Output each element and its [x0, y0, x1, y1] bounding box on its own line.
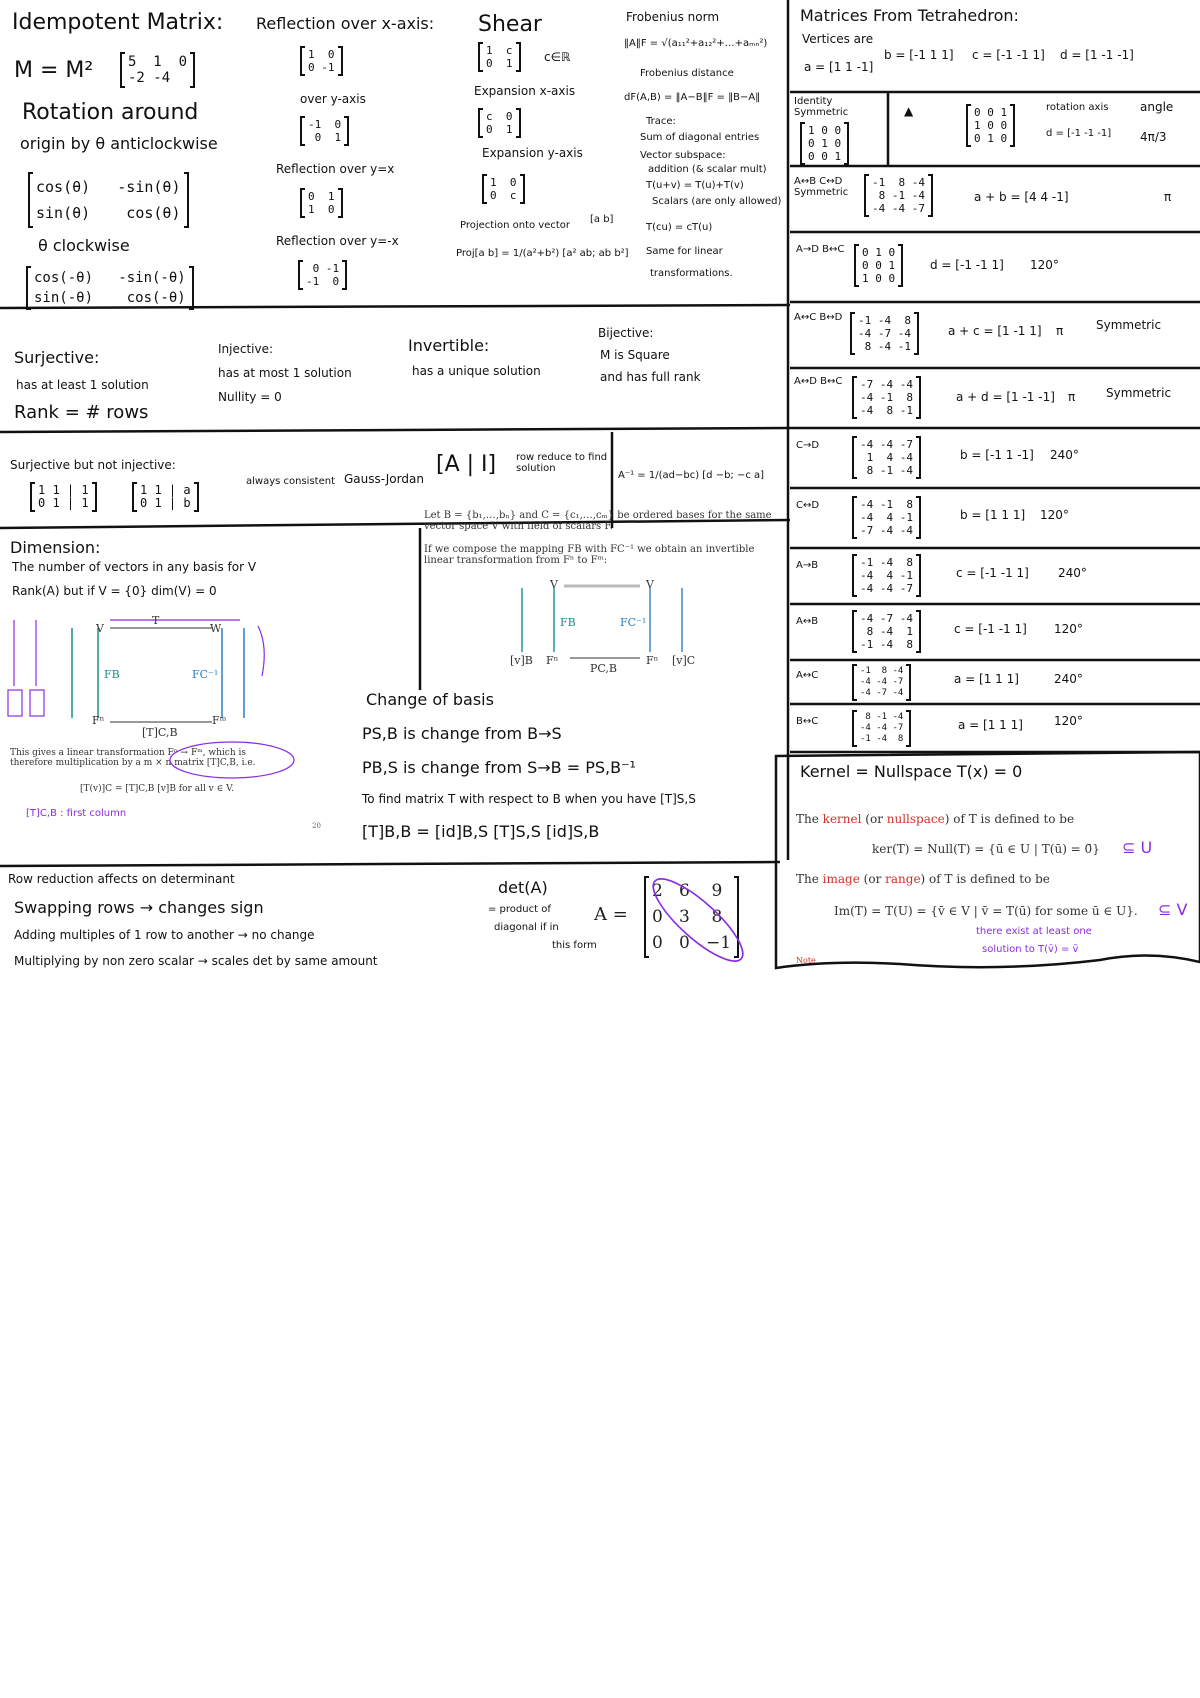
tetra-row-5-label: C→D: [796, 440, 820, 451]
tetra-row-10-matrix: 8 -1 -4 -4 -4 -7 -1 -4 8: [852, 710, 911, 747]
tetra-row-4-label: A↔D B↔C: [794, 376, 843, 387]
tetra-row-6-eq: b = [1 1 1]: [960, 508, 1026, 522]
rotation-axis-1: d = [-1 -1 -1]: [1046, 128, 1112, 139]
change-basis-line-2: PB,S is change from S→B = PS,B⁻¹: [362, 758, 636, 777]
frobenius-norm: ‖A‖F = √(a₁₁²+a₁₂²+…+aₘₙ²): [624, 38, 768, 49]
diagram-Fm: Fᵐ: [212, 714, 227, 727]
diagram-FC-inv: FC⁻¹: [192, 668, 219, 681]
image-note-1: there exist at least one: [976, 926, 1092, 937]
basis-vC: [v]C: [672, 654, 696, 667]
det-desc-3: this form: [552, 940, 597, 951]
gauss-jordan-label: Gauss-Jordan: [344, 472, 424, 486]
bijective-title: Bijective:: [598, 326, 654, 340]
tetra-row-2-label: A→D B↔C: [796, 244, 845, 255]
diagram-T: T: [152, 614, 160, 627]
shear-title: Shear: [478, 12, 542, 37]
range-word: range: [885, 872, 921, 886]
basis-Fn-left: Fⁿ: [546, 654, 559, 667]
tetra-row-4-matrix: -7 -4 -4 -4 -1 8 -4 8 -1: [852, 376, 921, 419]
caption-circle: [168, 738, 298, 782]
tetra-row-10-angle: 120°: [1054, 714, 1083, 728]
idempotent-matrix: 5 1 0 -2 -4: [120, 52, 195, 88]
identity-label: Identity Symmetric: [794, 96, 849, 118]
frobenius-distance-label: Frobenius distance: [640, 68, 734, 79]
tetra-row-7-angle: 240°: [1058, 566, 1087, 580]
projection-formula: Proj[a b] = 1/(a²+b²) [a² ab; ab b²]: [456, 248, 629, 259]
change-basis-line-1: PS,B is change from B→S: [362, 724, 562, 743]
x-expansion-matrix: c 0 0 1: [478, 108, 521, 138]
page-number: 20: [312, 822, 321, 830]
frobenius-title: Frobenius norm: [626, 10, 720, 24]
vertex-a: a = [1 1 -1]: [804, 60, 874, 74]
tetra-row-9-angle: 240°: [1054, 672, 1083, 686]
tetra-row-10-label: B↔C: [796, 716, 819, 727]
idempotent-title: Idempotent Matrix:: [12, 10, 224, 35]
y-expansion-matrix: 1 0 0 c: [482, 174, 525, 204]
det-label: det(A): [498, 878, 548, 897]
reflection-yx-matrix: 0 1 1 0: [300, 188, 343, 218]
tetra-row-3-eq: a + c = [1 -1 1]: [948, 324, 1042, 338]
image-def-pre: The: [796, 872, 819, 886]
y-expansion-label: Expansion y-axis: [482, 146, 583, 160]
linear-note-2: transformations.: [650, 268, 733, 279]
basis-FB: FB: [560, 616, 576, 629]
determinant-title: Row reduction affects on determinant: [8, 872, 235, 886]
tetra-row-6-matrix: -4 -1 8 -4 4 -1 -7 -4 -4: [852, 496, 921, 539]
idempotent-eq: M = M²: [14, 58, 94, 83]
image-or: (or: [863, 872, 882, 886]
tetra-row-4-note: Symmetric: [1106, 386, 1172, 400]
dimension-title: Dimension:: [10, 538, 101, 557]
tetra-title: Matrices From Tetrahedron:: [800, 6, 1019, 25]
homogeneity-eq: T(cu) = cT(u): [646, 222, 713, 233]
projection-label: Projection onto vector: [460, 220, 571, 231]
injective-desc: has at most 1 solution: [218, 366, 352, 380]
shear-c-label: c∈ℝ: [544, 50, 571, 64]
A-label: A =: [594, 904, 628, 925]
det-desc-2: diagonal if in: [494, 922, 559, 933]
kernel-word: kernel: [822, 812, 862, 826]
tetra-row-1-eq: a + b = [4 4 -1]: [974, 190, 1069, 204]
frobenius-distance: dF(A,B) = ‖A−B‖F = ‖B−A‖: [624, 92, 761, 103]
additivity-eq: T(u+v) = T(u)+T(v): [646, 180, 744, 191]
rotation-axis-label: rotation axis: [1046, 102, 1109, 113]
invertible-title: Invertible:: [408, 336, 490, 355]
kernel-footnote: Note: [796, 956, 816, 965]
diagram-V: V: [96, 622, 104, 635]
kernel-title: Kernel = Nullspace T(x) = 0: [800, 762, 1023, 781]
tetra-row-3-matrix: -1 -4 8 -4 -7 -4 8 -4 -1: [850, 312, 919, 355]
image-def-post: ) of T is defined to be: [920, 872, 1050, 886]
augmented-note: row reduce to find solution: [516, 452, 608, 474]
reflection-title: Reflection over x-axis:: [256, 14, 435, 33]
trace-label: Trace:: [646, 116, 676, 127]
kernel-eq: ker(T) = Null(T) = {ū ∈ U | T(ū) = 0̄}: [872, 842, 1100, 856]
tetra-row-1-label: A↔B C↔D Symmetric: [794, 176, 849, 198]
dimension-formula: [T(v)]C = [T]C,B [v]B for all v ∈ V.: [80, 784, 234, 794]
diagram-Fn: Fⁿ: [92, 714, 105, 727]
change-basis-line-3: To find matrix T with respect to B when you have [T]S,S: [362, 792, 696, 806]
tetra-row-10-eq: a = [1 1 1]: [958, 718, 1023, 732]
basis-vB: [v]B: [510, 654, 533, 667]
dimension-rank: Rank(A) but if V = {0} dim(V) = 0: [12, 584, 217, 598]
kernel-def-post: ) of T is defined to be: [944, 812, 1075, 826]
tetra-row-7-matrix: -1 -4 8 -4 4 -1 -4 -4 -7: [852, 554, 921, 597]
change-basis-title: Change of basis: [366, 690, 494, 709]
vertex-b: b = [-1 1 1]: [884, 48, 954, 62]
tetra-row-9-label: A↔C: [796, 670, 819, 681]
injective-title: Injective:: [218, 342, 274, 356]
scalars-note: Scalars (are only allowed): [652, 196, 782, 207]
rotation-sub: origin by θ anticlockwise: [20, 134, 218, 153]
x-expansion-label: Expansion x-axis: [474, 84, 576, 98]
bijective-line-1: M is Square: [600, 348, 670, 362]
change-basis-line-4: [T]B,B = [id]B,S [T]S,S [id]S,B: [362, 822, 600, 841]
clockwise-label: θ clockwise: [38, 236, 130, 255]
trace-desc: Sum of diagonal entries: [640, 132, 760, 143]
rotation-title: Rotation around: [22, 100, 199, 125]
vertex-d: d = [1 -1 -1]: [1060, 48, 1134, 62]
tetra-row-3-note: Symmetric: [1096, 318, 1162, 332]
reflection-y-matrix: -1 0 0 1: [300, 116, 349, 146]
basis-V-right: V: [646, 578, 654, 591]
subspace-label: Vector subspace:: [640, 150, 726, 161]
clockwise-matrix: cos(-θ) -sin(-θ) sin(-θ) cos(-θ): [26, 266, 194, 310]
kernel-or: (or: [865, 812, 883, 826]
kernel-def-pre: The: [796, 812, 819, 826]
rotation-angle-1: 4π/3: [1140, 130, 1167, 144]
bijective-line-2: and has full rank: [600, 370, 701, 384]
reflection-ynegx-label: Reflection over y=-x: [276, 234, 399, 248]
det-rule-scale: Multiplying by non zero scalar → scales det by same amount: [14, 954, 378, 968]
identity-matrix: 1 0 0 0 1 0 0 0 1: [800, 122, 849, 165]
surj-example-1: 1 1 | 1 0 1 | 1: [30, 482, 97, 512]
tetra-row-7-label: A→B: [796, 560, 819, 571]
reflection-yx-label: Reflection over y=x: [276, 162, 395, 176]
image-definition: [796, 872, 1050, 886]
tetra-glyph: ▲: [904, 104, 914, 118]
image-word: image: [822, 872, 860, 886]
tetra-row-8-angle: 120°: [1054, 622, 1083, 636]
basis-FC-inv: FC⁻¹: [620, 616, 647, 629]
tetra-row-9-matrix: -1 8 -4 -4 -4 -7 -4 -7 -4: [852, 664, 911, 701]
dimension-desc: The number of vectors in any basis for V: [12, 560, 257, 574]
tetra-row-4-angle: π: [1068, 390, 1076, 404]
reflection-x-matrix: 1 0 0 -1: [300, 46, 343, 76]
subspace-desc: addition (& scalar mult): [648, 164, 767, 175]
tetra-row-9-eq: a = [1 1 1]: [954, 672, 1019, 686]
augmented-matrix: [A | I]: [436, 452, 497, 477]
tetra-row-5-eq: b = [-1 1 -1]: [960, 448, 1034, 462]
surj-example-2: 1 1 | a 0 1 | b: [132, 482, 199, 512]
A-matrix: 2 6 9 0 3 8 0 0 −1: [644, 876, 739, 958]
det-desc-1: = product of: [488, 904, 551, 915]
dimension-caption: This gives a linear transformation Fⁿ → Fᵐ, which is therefore multiplication by a m × n matrix [T]C,B, i.e.: [10, 748, 256, 768]
tetra-row-3-angle: π: [1056, 324, 1064, 338]
diagram-TCB: [T]C,B: [142, 726, 178, 739]
linear-note-1: Same for linear: [646, 246, 723, 257]
always-consistent-note: always consistent: [246, 476, 336, 487]
vertex-c: c = [-1 -1 1]: [972, 48, 1045, 62]
tetra-row-5-angle: 240°: [1050, 448, 1079, 462]
tetra-row-4-eq: a + d = [1 -1 -1]: [956, 390, 1055, 404]
rank-rows: Rank = # rows: [14, 402, 149, 423]
diagram-W: W: [210, 622, 222, 635]
rotation-matrix-1: 0 0 1 1 0 0 0 1 0: [966, 104, 1015, 147]
angle-label: angle: [1140, 100, 1174, 114]
projection-vector: [a b]: [590, 214, 614, 225]
tetra-row-5-matrix: -4 -4 -7 1 4 -4 8 -1 -4: [852, 436, 921, 479]
tetra-row-1-angle: π: [1164, 190, 1172, 204]
tetra-row-2-matrix: 0 1 0 0 0 1 1 0 0: [854, 244, 903, 287]
diagram-FB: FB: [104, 668, 120, 681]
tetra-row-7-eq: c = [-1 -1 1]: [956, 566, 1029, 580]
basis-para-2: If we compose the mapping FB with FC⁻¹ we obtain an invertible linear transformation from Fⁿ to Fᵐ:: [424, 544, 755, 566]
tetra-row-8-label: A↔B: [796, 616, 819, 627]
first-column-note: [T]C,B : first column: [26, 808, 127, 819]
nullspace-word: nullspace: [886, 812, 945, 826]
image-note-2: solution to T(v̄) = v̄: [982, 944, 1079, 955]
tetra-row-8-matrix: -4 -7 -4 8 -4 1 -1 -4 8: [852, 610, 921, 653]
rotation-matrix: cos(θ) -sin(θ) sin(θ) cos(θ): [28, 172, 189, 228]
tetra-row-2-angle: 120°: [1030, 258, 1059, 272]
surj-not-inj-title: Surjective but not injective:: [10, 458, 176, 472]
det-rule-swap: Swapping rows → changes sign: [14, 898, 264, 917]
surjective-desc: has at least 1 solution: [16, 378, 149, 392]
vertices-label: Vertices are: [802, 32, 874, 46]
kernel-subset: ⊆ U: [1122, 838, 1153, 857]
reflection-y-label: over y-axis: [300, 92, 366, 106]
image-subset: ⊆ V: [1158, 900, 1188, 919]
shear-matrix: 1 c 0 1: [478, 42, 521, 72]
basis-Fn-right: Fⁿ: [646, 654, 659, 667]
basis-PCB: PC,B: [590, 662, 618, 675]
basis-para-1: Let B = {b₁,…,bₙ} and C = {c₁,…,cₘ} be ordered bases for the same vector space V with field of scalars F.: [424, 510, 772, 532]
tetra-row-2-eq: d = [-1 -1 1]: [930, 258, 1004, 272]
nullity-zero: Nullity = 0: [218, 390, 282, 404]
image-eq: Im(T) = T(U) = {v̄ ∈ V | v̄ = T(ū) for some ū ∈ U}.: [834, 904, 1138, 918]
tetra-row-3-label: A↔C B↔D: [794, 312, 843, 323]
invertible-desc: has a unique solution: [412, 364, 541, 378]
tetra-row-6-label: C↔D: [796, 500, 820, 511]
kernel-definition: [796, 812, 1074, 826]
inverse-2x2-formula: A⁻¹ = 1/(ad−bc) [d −b; −c a]: [618, 470, 765, 481]
tetra-row-8-eq: c = [-1 -1 1]: [954, 622, 1027, 636]
tetra-row-1-matrix: -1 8 -4 8 -1 -4 -4 -4 -7: [864, 174, 933, 217]
tetra-row-6-angle: 120°: [1040, 508, 1069, 522]
diagonal-circle: [640, 872, 760, 968]
reflection-ynegx-matrix: 0 -1 -1 0: [298, 260, 347, 290]
surjective-title: Surjective:: [14, 348, 100, 367]
det-rule-add: Adding multiples of 1 row to another → no change: [14, 928, 315, 942]
basis-V-left: V: [550, 578, 558, 591]
